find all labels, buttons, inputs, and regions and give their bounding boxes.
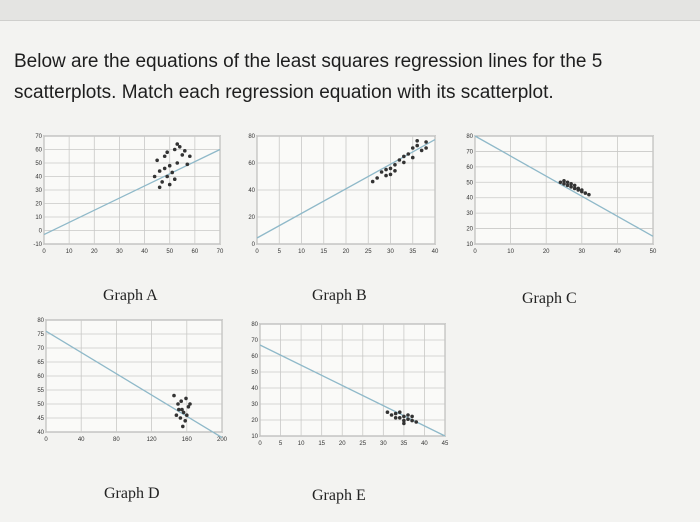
y-tick-label: 50 xyxy=(35,161,42,167)
x-tick-label: 80 xyxy=(113,437,120,443)
y-tick-label: 80 xyxy=(466,134,473,140)
data-point xyxy=(185,413,189,417)
data-point xyxy=(415,139,419,143)
data-point xyxy=(386,410,390,414)
y-tick-label: 50 xyxy=(37,402,44,408)
data-point xyxy=(179,416,183,420)
data-point xyxy=(165,175,169,179)
x-tick-label: 20 xyxy=(90,249,98,255)
data-point xyxy=(176,402,180,406)
data-point xyxy=(165,150,169,154)
data-point xyxy=(407,152,411,156)
question-line-2: scatterplots. Match each regression equation with its scatterplot. xyxy=(14,82,554,103)
data-point xyxy=(398,410,402,414)
x-tick-label: 20 xyxy=(542,249,550,255)
graph-c-caption: Graph C xyxy=(522,290,577,307)
data-point xyxy=(183,419,187,423)
data-point xyxy=(394,416,398,420)
data-point xyxy=(380,170,384,174)
y-tick-label: -10 xyxy=(33,242,42,248)
data-point xyxy=(573,187,577,191)
y-tick-label: 30 xyxy=(251,402,258,408)
data-point xyxy=(155,159,159,163)
y-tick-label: 70 xyxy=(37,346,44,352)
data-point xyxy=(411,146,415,150)
y-tick-label: 20 xyxy=(248,215,255,221)
data-point xyxy=(584,191,588,195)
data-point xyxy=(566,184,570,188)
data-point xyxy=(559,180,563,184)
data-point xyxy=(173,148,177,152)
question-line-1: Below are the equations of the least squares regression lines for the 5 xyxy=(14,51,603,72)
x-tick-label: 40 xyxy=(614,249,621,255)
y-tick-label: 0 xyxy=(38,228,42,235)
x-tick-label: 10 xyxy=(507,249,514,255)
data-point xyxy=(415,144,419,148)
y-tick-label: 75 xyxy=(37,332,44,338)
data-point xyxy=(170,171,174,175)
data-point xyxy=(188,154,192,158)
y-tick-label: 20 xyxy=(466,226,473,233)
x-tick-label: 35 xyxy=(400,441,408,447)
data-point xyxy=(411,156,415,160)
y-tick-label: 60 xyxy=(37,374,44,380)
x-tick-label: 30 xyxy=(578,249,586,255)
data-point xyxy=(390,413,394,417)
data-point xyxy=(163,167,167,171)
y-tick-label: 50 xyxy=(466,180,473,187)
y-tick-label: 60 xyxy=(35,147,42,154)
y-tick-label: 30 xyxy=(466,211,473,218)
y-tick-label: 70 xyxy=(251,338,258,344)
data-point xyxy=(569,182,573,186)
graph-d-caption: Graph D xyxy=(104,485,160,502)
x-tick-label: 50 xyxy=(166,249,174,255)
y-tick-label: 30 xyxy=(35,188,42,194)
y-tick-label: 70 xyxy=(466,149,473,156)
x-tick-label: 10 xyxy=(65,249,73,255)
graph-d-plot xyxy=(28,316,228,451)
data-point xyxy=(394,412,398,416)
data-point xyxy=(424,146,428,150)
data-point xyxy=(163,154,167,158)
graph-e-caption: Graph E xyxy=(312,487,366,504)
x-tick-label: 30 xyxy=(116,249,123,255)
x-tick-label: 0 xyxy=(42,249,46,255)
graph-e-plot xyxy=(236,320,451,455)
y-tick-label: 40 xyxy=(248,188,255,194)
x-tick-label: 10 xyxy=(298,249,305,255)
y-tick-label: 60 xyxy=(248,161,255,167)
data-point xyxy=(179,399,183,403)
x-tick-label: 40 xyxy=(77,437,85,443)
data-point xyxy=(177,408,181,412)
data-point xyxy=(402,422,406,426)
data-point xyxy=(183,149,187,153)
x-tick-label: 0 xyxy=(258,441,262,447)
data-point xyxy=(384,174,388,178)
data-point xyxy=(188,402,192,406)
x-tick-label: 10 xyxy=(297,441,305,447)
x-tick-label: 25 xyxy=(364,249,372,255)
data-point xyxy=(389,167,393,171)
y-tick-label: 60 xyxy=(251,354,258,360)
graph-a-plot xyxy=(28,132,228,262)
data-point xyxy=(173,177,177,181)
x-tick-label: 70 xyxy=(216,249,224,255)
y-tick-label: 20 xyxy=(35,201,42,208)
data-point xyxy=(580,188,584,192)
graph-b-caption: Graph B xyxy=(312,287,367,304)
graph-c-plot xyxy=(455,132,660,262)
data-point xyxy=(175,161,179,165)
x-tick-label: 5 xyxy=(277,249,281,255)
x-tick-label: 0 xyxy=(473,249,477,255)
data-point xyxy=(398,158,402,162)
y-tick-label: 40 xyxy=(466,195,473,202)
y-tick-label: 55 xyxy=(37,388,44,394)
data-point xyxy=(153,175,157,179)
data-point xyxy=(393,169,397,173)
data-point xyxy=(160,180,164,184)
x-tick-label: 15 xyxy=(320,249,328,255)
data-point xyxy=(175,413,179,417)
x-tick-label: 25 xyxy=(359,441,367,447)
data-point xyxy=(566,180,570,184)
y-tick-label: 20 xyxy=(251,418,258,424)
data-point xyxy=(175,142,179,146)
data-point xyxy=(181,425,185,429)
data-point xyxy=(406,413,410,417)
data-point xyxy=(375,176,379,180)
data-point xyxy=(184,397,188,401)
x-tick-label: 35 xyxy=(409,249,417,255)
x-tick-label: 0 xyxy=(255,249,259,255)
data-point xyxy=(180,153,184,157)
y-tick-label: 0 xyxy=(251,242,255,248)
data-point xyxy=(168,164,172,168)
graph-a-caption: Graph A xyxy=(103,287,158,304)
x-tick-label: 40 xyxy=(431,249,439,255)
data-point xyxy=(402,161,406,165)
x-tick-label: 15 xyxy=(318,441,326,447)
y-tick-label: 80 xyxy=(251,322,258,328)
graph-b-plot xyxy=(237,132,442,262)
y-tick-label: 10 xyxy=(251,434,258,440)
data-point xyxy=(402,415,406,419)
x-tick-label: 40 xyxy=(141,249,148,255)
data-point xyxy=(178,145,182,149)
x-tick-label: 40 xyxy=(421,441,428,447)
data-point xyxy=(576,187,580,191)
data-point xyxy=(562,179,566,183)
y-tick-label: 40 xyxy=(251,386,258,392)
x-tick-label: 0 xyxy=(44,437,48,443)
data-point xyxy=(398,416,402,420)
y-tick-label: 65 xyxy=(37,360,44,366)
data-point xyxy=(569,185,573,189)
data-point xyxy=(158,169,162,173)
data-point xyxy=(158,186,162,190)
y-tick-label: 80 xyxy=(248,134,255,140)
plot-area xyxy=(475,136,653,244)
plot-area xyxy=(260,324,445,436)
data-point xyxy=(562,182,566,186)
y-tick-label: 40 xyxy=(35,174,42,181)
data-point xyxy=(410,415,414,419)
y-tick-label: 60 xyxy=(466,164,473,171)
x-tick-label: 20 xyxy=(342,249,350,255)
x-tick-label: 45 xyxy=(441,441,449,447)
graph-d xyxy=(28,316,228,451)
y-tick-label: 40 xyxy=(37,430,44,436)
graph-b xyxy=(237,132,442,262)
x-tick-label: 5 xyxy=(278,441,283,447)
x-tick-label: 20 xyxy=(338,441,346,447)
x-tick-label: 160 xyxy=(181,437,192,443)
data-point xyxy=(168,183,172,187)
data-point xyxy=(186,163,190,167)
data-point xyxy=(410,419,414,423)
data-point xyxy=(406,417,410,421)
data-point xyxy=(389,173,393,177)
data-point xyxy=(424,140,428,144)
x-tick-label: 30 xyxy=(387,249,394,255)
x-tick-label: 200 xyxy=(216,437,228,443)
graph-a xyxy=(28,132,228,262)
data-point xyxy=(420,149,424,153)
data-point xyxy=(414,420,418,424)
data-point xyxy=(371,180,375,184)
y-tick-label: 10 xyxy=(466,242,473,248)
data-point xyxy=(402,155,406,159)
y-tick-label: 50 xyxy=(251,370,258,376)
data-point xyxy=(573,184,577,188)
y-tick-label: 45 xyxy=(37,416,44,422)
graph-e xyxy=(236,320,451,455)
data-point xyxy=(393,163,397,167)
x-tick-label: 60 xyxy=(191,249,199,255)
y-tick-label: 10 xyxy=(35,215,42,221)
y-tick-label: 70 xyxy=(35,134,42,140)
x-tick-label: 120 xyxy=(146,437,157,443)
data-point xyxy=(172,394,176,398)
x-tick-label: 30 xyxy=(379,441,387,447)
data-point xyxy=(587,193,591,197)
question-text xyxy=(14,46,674,108)
data-point xyxy=(182,411,186,415)
y-tick-label: 80 xyxy=(37,318,44,324)
graph-c xyxy=(455,132,660,262)
data-point xyxy=(384,168,388,172)
x-tick-label: 50 xyxy=(649,249,657,255)
